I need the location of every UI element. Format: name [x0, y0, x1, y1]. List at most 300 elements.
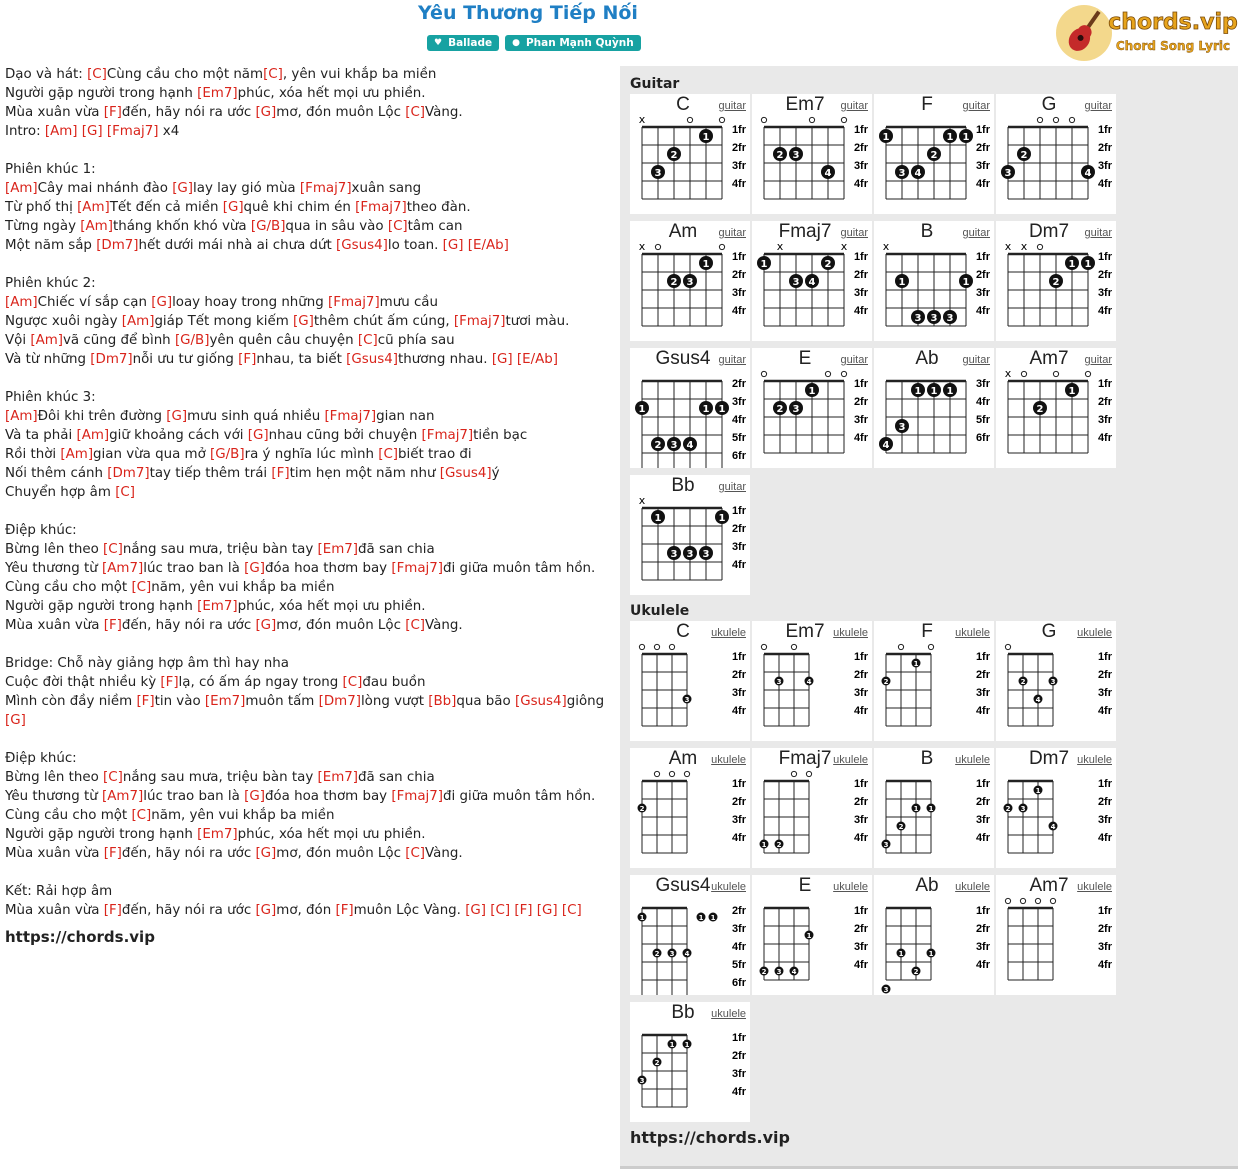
guitar-chord-card[interactable]: [996, 348, 1116, 468]
chord-link[interactable]: [Am]: [60, 447, 94, 462]
fret-label: 4fr: [975, 396, 990, 408]
muted-string-mark: x: [638, 240, 646, 253]
lyric-line: [5, 673, 610, 692]
chord-link[interactable]: [C]: [387, 219, 408, 234]
fret-label: 3fr: [731, 687, 746, 699]
fret-label: 1fr: [1097, 905, 1112, 917]
fret-label: 3fr: [853, 414, 868, 426]
ukulele-chord-card[interactable]: [752, 748, 872, 868]
artist-tag[interactable]: [505, 35, 641, 51]
guitar-link[interactable]: guitar: [840, 354, 868, 366]
guitar-link[interactable]: guitar: [718, 227, 746, 239]
chord-link[interactable]: [Dm7]: [318, 694, 361, 709]
finger-number: 1: [962, 277, 970, 288]
chord-name: F: [921, 94, 933, 115]
fret-label: 1fr: [731, 1032, 746, 1044]
ukulele-chord-card[interactable]: [630, 875, 750, 995]
fret-label: 2fr: [731, 1050, 746, 1062]
chord-link[interactable]: [Am]: [5, 295, 38, 310]
chord-link[interactable]: [Gsus4]: [514, 694, 567, 709]
lyric-line: [5, 825, 610, 844]
fret-label: 2fr: [1097, 669, 1112, 681]
chord-link[interactable]: [G]: [442, 238, 464, 253]
finger-number: 2: [761, 968, 767, 976]
lyric-line: [5, 312, 610, 331]
fret-label: 1fr: [1097, 124, 1112, 136]
fret-label: 3fr: [731, 287, 746, 299]
chord-link[interactable]: [F]: [238, 352, 257, 367]
chord-link[interactable]: [Fmaj7]: [324, 409, 377, 424]
chord-link[interactable]: [C]: [490, 903, 511, 918]
chord-link[interactable]: [G]: [166, 409, 188, 424]
lyric-text: Điệp khúc:: [5, 751, 77, 766]
lyric-line: [5, 388, 610, 407]
chord-link[interactable]: [Em7]: [317, 542, 358, 557]
fret-label: 1fr: [731, 124, 746, 136]
chord-link[interactable]: [G/B]: [210, 447, 245, 462]
lyric-text: tươi màu.: [505, 314, 570, 329]
open-string-mark: [1053, 117, 1058, 122]
lyric-line: [5, 293, 610, 312]
chord-name: Ab: [915, 875, 939, 896]
finger-number: 1: [946, 132, 954, 143]
chord-link[interactable]: [G]: [255, 618, 277, 633]
fret-label: 4fr: [1097, 178, 1112, 190]
fret-label: 3fr: [853, 287, 868, 299]
fret-label: 4fr: [853, 305, 868, 317]
chord-name: E: [798, 875, 812, 896]
lyric-text: cũ phía sau: [377, 333, 455, 348]
ukulele-link[interactable]: ukulele: [955, 627, 990, 639]
lyric-line: [5, 179, 610, 198]
chord-link[interactable]: [G]: [244, 789, 265, 804]
guitar-link[interactable]: guitar: [962, 100, 990, 112]
guitar-chord-card[interactable]: [630, 94, 750, 214]
chord-link[interactable]: [C]: [378, 447, 399, 462]
chord-link[interactable]: [G]: [5, 713, 26, 728]
muted-string-mark: x: [1004, 240, 1012, 253]
chord-link[interactable]: [Gsus4]: [439, 466, 492, 481]
lyric-text: Mùa xuân vừa: [5, 105, 104, 120]
chord-link[interactable]: [F]: [335, 903, 354, 918]
chord-link[interactable]: [F]: [103, 105, 122, 120]
finger-number: 3: [776, 968, 782, 976]
chord-name: Fmaj7: [778, 748, 832, 769]
chord-link[interactable]: [C]: [561, 903, 582, 918]
finger-number: 1: [1035, 787, 1041, 795]
genre-tag[interactable]: [427, 35, 499, 51]
chord-link[interactable]: [Fmaj7]: [453, 314, 506, 329]
chord-link[interactable]: [F]: [103, 846, 122, 861]
chord-name: Am7: [1029, 348, 1069, 369]
ukulele-link[interactable]: ukulele: [955, 754, 990, 766]
open-string-mark: [791, 644, 796, 649]
chord-link[interactable]: [F]: [160, 675, 179, 690]
finger-number: 1: [718, 513, 726, 524]
fret-label: 1fr: [1097, 651, 1112, 663]
fret-label: 3fr: [731, 396, 746, 408]
chord-link[interactable]: [G]: [255, 846, 277, 861]
fret-label: 1fr: [975, 651, 990, 663]
finger-number: 1: [638, 404, 646, 415]
guitar-chord-card[interactable]: [996, 221, 1116, 341]
chord-link[interactable]: [Am]: [80, 219, 113, 234]
lyric-text: Yêu thương từ: [5, 561, 103, 576]
fret-label: 4fr: [731, 305, 746, 317]
finger-number: 2: [654, 1059, 660, 1067]
guitar-chord-card[interactable]: [752, 221, 872, 341]
chord-name: Ab: [915, 348, 939, 369]
chord-link[interactable]: [F]: [271, 466, 290, 481]
fret-label: 2fr: [731, 269, 746, 281]
chord-link[interactable]: [Fmaj7]: [391, 789, 443, 804]
ukulele-link[interactable]: ukulele: [1077, 881, 1112, 893]
finger-number: 1: [702, 404, 710, 415]
guitar-link[interactable]: guitar: [1084, 227, 1112, 239]
open-string-mark: [1069, 117, 1074, 122]
guitar-chord-card[interactable]: [630, 221, 750, 341]
chord-link[interactable]: [F]: [103, 903, 122, 918]
fret-label: 3fr: [975, 160, 990, 172]
ukulele-link[interactable]: ukulele: [955, 881, 990, 893]
chord-link[interactable]: [G]: [255, 903, 277, 918]
chord-link[interactable]: [F]: [103, 618, 122, 633]
guitar-link[interactable]: guitar: [1084, 354, 1112, 366]
fret-label: 4fr: [975, 178, 990, 190]
finger-number: 1: [914, 386, 922, 397]
chord-name: G: [1041, 94, 1057, 115]
ukulele-link[interactable]: ukulele: [1077, 754, 1112, 766]
lyric-text: nhau cũng bởi chuyện: [268, 428, 422, 443]
chord-link[interactable]: [Am7]: [102, 789, 144, 804]
ukulele-chord-card[interactable]: [630, 621, 750, 741]
finger-number: 2: [776, 841, 782, 849]
chord-link[interactable]: [G/B]: [174, 333, 210, 348]
fret-label: 3fr: [731, 160, 746, 172]
lyric-text: mơ, đón muôn Lộc: [276, 846, 406, 861]
finger-number: 3: [898, 422, 906, 433]
chord-link[interactable]: [Am]: [77, 200, 110, 215]
fret-label: 3fr: [731, 541, 746, 553]
finger-number: 1: [928, 805, 934, 813]
chord-link[interactable]: [G/B]: [250, 219, 286, 234]
chord-link[interactable]: [Am]: [44, 124, 78, 139]
artist-label: Phan Mạnh Quỳnh: [525, 37, 634, 49]
ukulele-chord-card[interactable]: [630, 1002, 750, 1122]
chord-link[interactable]: [C]: [405, 618, 426, 633]
fret-label: 3fr: [853, 941, 868, 953]
lyric-text: năm, yên vui khắp ba miền: [151, 580, 335, 595]
ukulele-chord-card[interactable]: [752, 875, 872, 995]
lyric-text: Vàng.: [425, 618, 463, 633]
lyric-text: Từng ngày: [5, 219, 81, 234]
panel-site-url[interactable]: https://chords.vip: [630, 1128, 790, 1147]
fret-label: 2fr: [853, 923, 868, 935]
chord-link[interactable]: [Bb]: [428, 694, 457, 709]
guitar-chord-card[interactable]: [630, 348, 750, 468]
chord-name: Fmaj7: [778, 221, 832, 242]
open-string-mark: [1037, 244, 1042, 249]
guitar-chord-card[interactable]: [874, 94, 994, 214]
chord-link[interactable]: [Em7]: [197, 86, 238, 101]
chord-link[interactable]: [C]: [131, 580, 152, 595]
chord-link[interactable]: [C]: [131, 808, 152, 823]
chord-link[interactable]: [C]: [342, 675, 363, 690]
lyric-text: Yêu thương từ: [5, 789, 103, 804]
chord-name: Am: [668, 221, 698, 242]
chord-link[interactable]: [Fmaj7]: [391, 561, 443, 576]
chord-link[interactable]: [C]: [405, 846, 426, 861]
fret-label: 2fr: [853, 142, 868, 154]
lyric-text: Vàng.: [425, 846, 463, 861]
lyric-text: Kết: Rải hợp âm: [5, 884, 113, 899]
chord-link[interactable]: [C]: [103, 770, 123, 785]
fret-label: 3fr: [1097, 941, 1112, 953]
lyric-line: [5, 616, 610, 635]
fret-label: 3fr: [853, 160, 868, 172]
fret-label: 1fr: [731, 778, 746, 790]
chord-link[interactable]: [Am]: [30, 333, 63, 348]
lyric-text: Intro:: [5, 124, 45, 139]
ukulele-chord-card[interactable]: [630, 748, 750, 868]
chord-link[interactable]: [G]: [293, 314, 314, 329]
fret-label: 3fr: [731, 814, 746, 826]
fret-label: 1fr: [853, 651, 868, 663]
chord-name: Am7: [1029, 875, 1069, 896]
lyric-text: đến, hãy nói ra ước: [121, 846, 256, 861]
chord-link[interactable]: [G]: [255, 105, 277, 120]
chord-link[interactable]: [Fmaj7]: [106, 124, 159, 139]
lyric-line: [5, 521, 610, 540]
lyric-text: ý: [491, 466, 500, 481]
ukulele-chord-card[interactable]: [996, 621, 1116, 741]
guitar-link[interactable]: guitar: [840, 100, 868, 112]
finger-number: 2: [776, 404, 784, 415]
chord-link[interactable]: [G]: [247, 428, 269, 443]
fret-label: 4fr: [1097, 959, 1112, 971]
guitar-chord-card[interactable]: [996, 94, 1116, 214]
fret-label: 5fr: [731, 432, 746, 444]
ukulele-chord-card[interactable]: [996, 875, 1116, 995]
finger-number: 3: [792, 277, 800, 288]
lyric-text: Bridge: Chỗ này giảng hợp âm thì hay nha: [5, 656, 289, 671]
fret-label: 4fr: [975, 832, 990, 844]
guitar-logo-icon: [1055, 3, 1240, 63]
lyric-text: mơ, đón muôn Lộc: [276, 618, 406, 633]
lyric-line: [5, 84, 610, 103]
chord-link[interactable]: [G]: [81, 124, 103, 139]
chord-link[interactable]: [C]: [405, 105, 426, 120]
chord-link[interactable]: [E/Ab]: [516, 352, 558, 367]
blank-line: [5, 635, 610, 654]
finger-number: 3: [883, 841, 889, 849]
chord-name: Gsus4: [655, 348, 711, 369]
chord-link[interactable]: [C]: [87, 67, 107, 82]
lyric-line: [5, 236, 610, 255]
chord-link[interactable]: [G]: [491, 352, 513, 367]
open-string-mark: [809, 117, 814, 122]
open-string-mark: [1085, 371, 1090, 376]
guitar-chord-card[interactable]: [752, 94, 872, 214]
ukulele-link[interactable]: ukulele: [1077, 627, 1112, 639]
fret-label: 4fr: [1097, 305, 1112, 317]
chord-link[interactable]: [Fmaj7]: [328, 295, 380, 310]
ukulele-chord-card[interactable]: [874, 875, 994, 995]
lyric-text: giáp Tết mong kiếm: [154, 314, 294, 329]
ukulele-link[interactable]: ukulele: [711, 881, 746, 893]
lyric-text: phúc, xóa hết mọi ưu phiền.: [237, 599, 426, 614]
fret-label: 2fr: [731, 796, 746, 808]
fret-label: 1fr: [1097, 778, 1112, 790]
chord-link[interactable]: [Am]: [5, 409, 38, 424]
ukulele-link[interactable]: ukulele: [711, 627, 746, 639]
finger-number: 2: [670, 150, 678, 161]
chord-link[interactable]: [Dm7]: [90, 352, 133, 367]
chord-link[interactable]: [Dm7]: [107, 466, 150, 481]
finger-number: 4: [1050, 823, 1056, 831]
fret-label: 3fr: [731, 923, 746, 935]
ukulele-link[interactable]: ukulele: [833, 627, 868, 639]
finger-number: 1: [930, 386, 938, 397]
finger-number: 1: [698, 914, 704, 922]
ukulele-chord-card[interactable]: [874, 748, 994, 868]
finger-number: 3: [914, 313, 922, 324]
lyric-text: nhau, ta biết: [256, 352, 347, 367]
guitar-chord-card[interactable]: [630, 475, 750, 595]
finger-number: 3: [654, 168, 662, 179]
finger-number: 4: [686, 440, 694, 451]
finger-number: 2: [1020, 150, 1028, 161]
guitar-link[interactable]: guitar: [962, 227, 990, 239]
finger-number: 1: [946, 386, 954, 397]
lyric-text: lay lay gió mùa: [193, 181, 300, 196]
finger-number: 1: [913, 660, 919, 668]
lyric-text: Mình còn đầy niềm: [5, 694, 137, 709]
chord-link[interactable]: [Fmaj7]: [421, 428, 474, 443]
finger-number: 1: [898, 277, 906, 288]
chord-link[interactable]: [Am7]: [102, 561, 144, 576]
muted-string-mark: x: [1004, 367, 1012, 380]
guitar-link[interactable]: guitar: [718, 481, 746, 493]
fret-label: 2fr: [731, 905, 746, 917]
finger-number: 3: [1020, 805, 1026, 813]
chord-link[interactable]: [G]: [465, 903, 487, 918]
fret-label: 4fr: [975, 305, 990, 317]
chord-link[interactable]: [G]: [244, 561, 265, 576]
guitar-link[interactable]: guitar: [962, 354, 990, 366]
finger-number: 3: [792, 150, 800, 161]
lyric-line: [5, 692, 610, 711]
guitar-chord-card[interactable]: [752, 348, 872, 468]
chord-link[interactable]: [E/Ab]: [467, 238, 509, 253]
fret-label: 6fr: [731, 977, 746, 989]
lyric-text: Phiên khúc 2:: [5, 276, 96, 291]
lyric-text: Người gặp người trong hạnh: [5, 86, 198, 101]
ukulele-link[interactable]: ukulele: [833, 754, 868, 766]
chord-name: Em7: [785, 94, 825, 115]
chord-link[interactable]: [Gsus4]: [336, 238, 388, 253]
chord-link[interactable]: [Am]: [5, 181, 38, 196]
chord-link[interactable]: [Gsus4]: [346, 352, 398, 367]
guitar-chord-card[interactable]: [874, 221, 994, 341]
chord-link[interactable]: [G]: [222, 200, 244, 215]
fret-label: 2fr: [975, 923, 990, 935]
fret-label: 1fr: [853, 251, 868, 263]
chord-link[interactable]: [Em7]: [204, 694, 246, 709]
ukulele-link[interactable]: ukulele: [711, 754, 746, 766]
lyric-text: Bừng lên theo: [5, 770, 104, 785]
chord-link[interactable]: [Dm7]: [96, 238, 139, 253]
ukulele-chord-card[interactable]: [874, 621, 994, 741]
lyric-text: phúc, xóa hết mọi ưu phiền.: [237, 827, 426, 842]
ukulele-chord-card[interactable]: [752, 621, 872, 741]
open-string-mark: [669, 644, 674, 649]
fret-label: 4fr: [731, 1086, 746, 1098]
site-url[interactable]: https://chords.vip: [5, 928, 155, 946]
guitar-section-label: Guitar: [630, 76, 680, 92]
finger-number: 1: [808, 386, 816, 397]
open-string-mark: [719, 117, 724, 122]
chord-name: Bb: [671, 1002, 695, 1023]
fret-label: 4fr: [731, 705, 746, 717]
chord-link[interactable]: [Am]: [76, 428, 110, 443]
chord-link[interactable]: [F]: [514, 903, 533, 918]
ukulele-chord-card[interactable]: [996, 748, 1116, 868]
chord-link[interactable]: [Em7]: [317, 770, 358, 785]
chord-link[interactable]: [G]: [172, 181, 194, 196]
chord-link[interactable]: [Em7]: [197, 827, 238, 842]
chord-link[interactable]: [Fmaj7]: [355, 200, 407, 215]
finger-number: 2: [670, 277, 678, 288]
chord-link[interactable]: [F]: [136, 694, 155, 709]
chord-link[interactable]: [C]: [263, 67, 283, 82]
fret-label: 4fr: [975, 959, 990, 971]
site-logo[interactable]: [1055, 3, 1240, 63]
chord-link[interactable]: [Em7]: [197, 599, 238, 614]
guitar-link[interactable]: guitar: [718, 100, 746, 112]
fret-label: 2fr: [731, 669, 746, 681]
chord-link[interactable]: [G]: [536, 903, 558, 918]
lyric-text: Điệp khúc:: [5, 523, 77, 538]
finger-number: 1: [760, 259, 768, 270]
ukulele-link[interactable]: ukulele: [711, 1008, 746, 1020]
lyric-text: năm, yên vui khắp ba miền: [151, 808, 335, 823]
lyric-text: lúc trao ban là: [143, 561, 245, 576]
lyric-line: [5, 198, 610, 217]
lyric-text: Ngược xuôi ngày: [5, 314, 122, 329]
guitar-link[interactable]: guitar: [1084, 100, 1112, 112]
ukulele-link[interactable]: ukulele: [833, 881, 868, 893]
chord-link[interactable]: [C]: [115, 485, 135, 500]
chord-link[interactable]: [Fmaj7]: [299, 181, 352, 196]
guitar-link[interactable]: guitar: [718, 354, 746, 366]
lyric-line: [5, 882, 610, 901]
guitar-link[interactable]: guitar: [840, 227, 868, 239]
guitar-chord-card[interactable]: [874, 348, 994, 468]
chord-link[interactable]: [G]: [151, 295, 173, 310]
fret-label: 1fr: [731, 251, 746, 263]
lyric-text: tâm can: [407, 219, 463, 234]
finger-number: 1: [882, 132, 890, 143]
finger-number: 3: [898, 168, 906, 179]
chord-link[interactable]: [C]: [103, 542, 123, 557]
muted-string-mark: x: [882, 240, 890, 253]
lyric-text: nỗi ưu tư giống: [132, 352, 239, 367]
chord-link[interactable]: [Am]: [121, 314, 155, 329]
chord-link[interactable]: [C]: [357, 333, 378, 348]
fret-label: 2fr: [1097, 923, 1112, 935]
lyric-text: Mùa xuân vừa: [5, 903, 104, 918]
